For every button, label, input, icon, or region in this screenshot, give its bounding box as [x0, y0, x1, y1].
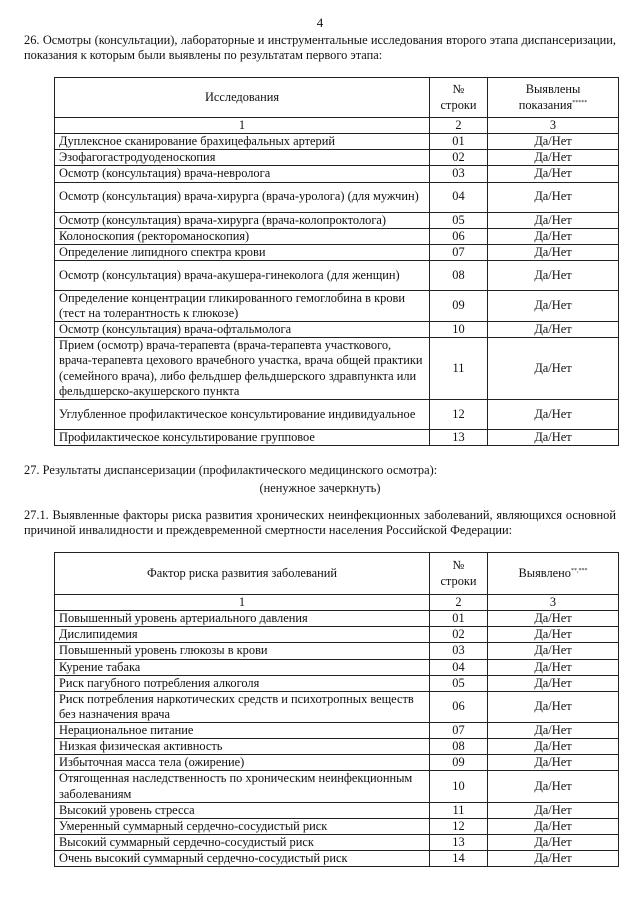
row-result-cell: Да/Нет — [488, 134, 619, 150]
row-result-cell: Да/Нет — [488, 322, 619, 338]
row-name-cell: Повышенный уровень глюкозы в крови — [55, 643, 430, 659]
row-number-cell: 01 — [430, 611, 488, 627]
table-row — [55, 802, 619, 818]
row-name-cell: Высокий уровень стресса — [55, 802, 430, 818]
table-row — [55, 290, 619, 321]
row-result-cell: Да/Нет — [488, 723, 619, 739]
row-result-cell: Да/Нет — [488, 212, 619, 228]
row-number-cell: 05 — [430, 675, 488, 691]
row-name-cell: Профилактическое консультирование групповое — [55, 429, 430, 445]
row-number-cell: 01 — [430, 134, 488, 150]
row-result-cell: Да/Нет — [488, 643, 619, 659]
table-row — [55, 244, 619, 260]
row-name-cell: Определение концентрации гликированного гемоглобина в крови (тест на толерантность к глюкозе) — [55, 290, 430, 321]
table-row — [55, 150, 619, 166]
row-number-cell: 11 — [430, 338, 488, 400]
table-row — [55, 851, 619, 867]
section-27-1-heading: 27.1. Выявленные факторы риска развития хронических неинфекционных заболеваний, являющихся основной причиной инвалидности и преждевременной смертности населения Российской Федерации: — [24, 508, 616, 538]
row-number-cell: 08 — [430, 739, 488, 755]
table-row — [55, 322, 619, 338]
row-result-cell: Да/Нет — [488, 834, 619, 850]
table-row — [55, 771, 619, 802]
examinations-table-body — [55, 134, 619, 446]
row-number-cell: 07 — [430, 723, 488, 739]
row-result-cell: Да/Нет — [488, 228, 619, 244]
row-name-cell: Очень высокий суммарный сердечно-сосудистый риск — [55, 851, 430, 867]
page-number: 4 — [316, 15, 324, 30]
row-result-cell: Да/Нет — [488, 611, 619, 627]
table-row — [55, 818, 619, 834]
table-row — [55, 338, 619, 400]
table-row — [55, 399, 619, 429]
row-name-cell: Осмотр (консультация) врача-акушера-гинеколога (для женщин) — [55, 260, 430, 290]
row-name-cell: Курение табака — [55, 659, 430, 675]
row-result-cell: Да/Нет — [488, 290, 619, 321]
row-result-cell: Да/Нет — [488, 182, 619, 212]
table-row — [55, 739, 619, 755]
row-name-cell: Высокий суммарный сердечно-сосудистый риск — [55, 834, 430, 850]
row-number-cell: 12 — [430, 399, 488, 429]
table-row — [55, 228, 619, 244]
row-name-cell: Осмотр (консультация) врача-хирурга (врача-уролога) (для мужчин) — [55, 182, 430, 212]
row-name-cell: Осмотр (консультация) врача-офтальмолога — [55, 322, 430, 338]
row-number-cell: 04 — [430, 659, 488, 675]
row-name-cell: Избыточная масса тела (ожирение) — [55, 755, 430, 771]
row-name-cell: Определение липидного спектра крови — [55, 244, 430, 260]
header-indications-label: Выявлены показания — [518, 82, 581, 112]
row-number-cell: 06 — [430, 691, 488, 722]
row-result-cell: Да/Нет — [488, 739, 619, 755]
table-row — [55, 429, 619, 445]
row-number-cell: 04 — [430, 182, 488, 212]
section-27-heading: 27. Результаты диспансеризации (профилактического медицинского осмотра): — [24, 463, 438, 477]
row-name-cell: Дуплексное сканирование брахицефальных артерий — [55, 134, 430, 150]
column-number-1: 1 — [55, 595, 430, 611]
table-row — [55, 627, 619, 643]
row-result-cell: Да/Нет — [488, 691, 619, 722]
row-number-cell: 09 — [430, 755, 488, 771]
column-number-2: 2 — [430, 595, 488, 611]
row-result-cell: Да/Нет — [488, 771, 619, 802]
row-number-cell: 13 — [430, 834, 488, 850]
row-name-cell: Риск потребления наркотических средств и психотропных веществ без назначения врача — [55, 691, 430, 722]
row-name-cell: Повышенный уровень артериального давления — [55, 611, 430, 627]
header-studies: Исследования — [55, 78, 430, 118]
header-risk-factor: Фактор риска развития заболеваний — [55, 553, 430, 595]
row-number-cell: 07 — [430, 244, 488, 260]
risk-factors-table-body — [55, 611, 619, 867]
row-name-cell: Углубленное профилактическое консультирование индивидуальное — [55, 399, 430, 429]
table-row — [55, 182, 619, 212]
row-name-cell: Нерациональное питание — [55, 723, 430, 739]
header-detected-label: Выявлено — [518, 565, 571, 580]
row-name-cell: Отягощенная наследственность по хроническим неинфекционным заболеваниям — [55, 771, 430, 802]
row-number-cell: 08 — [430, 260, 488, 290]
row-result-cell: Да/Нет — [488, 802, 619, 818]
row-result-cell: Да/Нет — [488, 338, 619, 400]
table-row — [55, 675, 619, 691]
row-number-cell: 11 — [430, 802, 488, 818]
table-row — [55, 691, 619, 722]
column-number-3: 3 — [488, 118, 619, 134]
row-result-cell: Да/Нет — [488, 675, 619, 691]
row-number-cell: 03 — [430, 643, 488, 659]
section-27-note: (ненужное зачеркнуть) — [259, 481, 381, 495]
row-result-cell: Да/Нет — [488, 399, 619, 429]
row-result-cell: Да/Нет — [488, 166, 619, 182]
row-result-cell: Да/Нет — [488, 627, 619, 643]
row-result-cell: Да/Нет — [488, 260, 619, 290]
column-number-1: 1 — [55, 118, 430, 134]
row-number-cell: 03 — [430, 166, 488, 182]
row-name-cell: Эзофагогастродуоденоскопия — [55, 150, 430, 166]
row-name-cell: Умеренный суммарный сердечно-сосудистый риск — [55, 818, 430, 834]
header-row-number: № строки — [430, 553, 488, 595]
header-row-number: № строки — [430, 78, 488, 118]
row-name-cell: Осмотр (консультация) врача-хирурга (врача-колопроктолога) — [55, 212, 430, 228]
header-indications — [488, 78, 619, 118]
table-row — [55, 755, 619, 771]
row-name-cell: Дислипидемия — [55, 627, 430, 643]
table-row — [55, 834, 619, 850]
row-number-cell: 06 — [430, 228, 488, 244]
header-detected — [488, 553, 619, 595]
row-result-cell: Да/Нет — [488, 244, 619, 260]
column-number-3: 3 — [488, 595, 619, 611]
row-result-cell: Да/Нет — [488, 429, 619, 445]
section-26-heading: 26. Осмотры (консультации), лабораторные и инструментальные исследования второго этапа диспансеризации, показания к которым были выявлены по результатам первого этапа: — [24, 33, 616, 63]
row-name-cell: Низкая физическая активность — [55, 739, 430, 755]
row-result-cell: Да/Нет — [488, 851, 619, 867]
row-result-cell: Да/Нет — [488, 755, 619, 771]
table-row — [55, 212, 619, 228]
row-number-cell: 12 — [430, 818, 488, 834]
row-number-cell: 14 — [430, 851, 488, 867]
header-footnote-mark: ***** — [572, 99, 588, 106]
row-number-cell: 10 — [430, 322, 488, 338]
row-number-cell: 05 — [430, 212, 488, 228]
table-row — [55, 723, 619, 739]
table-row — [55, 134, 619, 150]
table-row — [55, 643, 619, 659]
row-number-cell: 13 — [430, 429, 488, 445]
row-result-cell: Да/Нет — [488, 150, 619, 166]
header-footnote-mark: **,*** — [571, 567, 588, 574]
row-number-cell: 02 — [430, 627, 488, 643]
row-number-cell: 10 — [430, 771, 488, 802]
column-number-2: 2 — [430, 118, 488, 134]
row-result-cell: Да/Нет — [488, 818, 619, 834]
risk-factors-table — [54, 552, 619, 867]
row-name-cell: Прием (осмотр) врача-терапевта (врача-терапевта участкового, врача-терапевта цехового врачебного участка, врача общей практики (семейного врача), либо фельдшер фельдшерского здравпункта или фельдшерско-акушерского пункта — [55, 338, 430, 400]
row-name-cell: Колоноскопия (ректороманоскопия) — [55, 228, 430, 244]
row-number-cell: 09 — [430, 290, 488, 321]
row-number-cell: 02 — [430, 150, 488, 166]
table-row — [55, 611, 619, 627]
examinations-table — [54, 77, 619, 446]
table-row — [55, 659, 619, 675]
table-row — [55, 260, 619, 290]
row-result-cell: Да/Нет — [488, 659, 619, 675]
row-name-cell: Риск пагубного потребления алкоголя — [55, 675, 430, 691]
row-name-cell: Осмотр (консультация) врача-невролога — [55, 166, 430, 182]
table-row — [55, 166, 619, 182]
